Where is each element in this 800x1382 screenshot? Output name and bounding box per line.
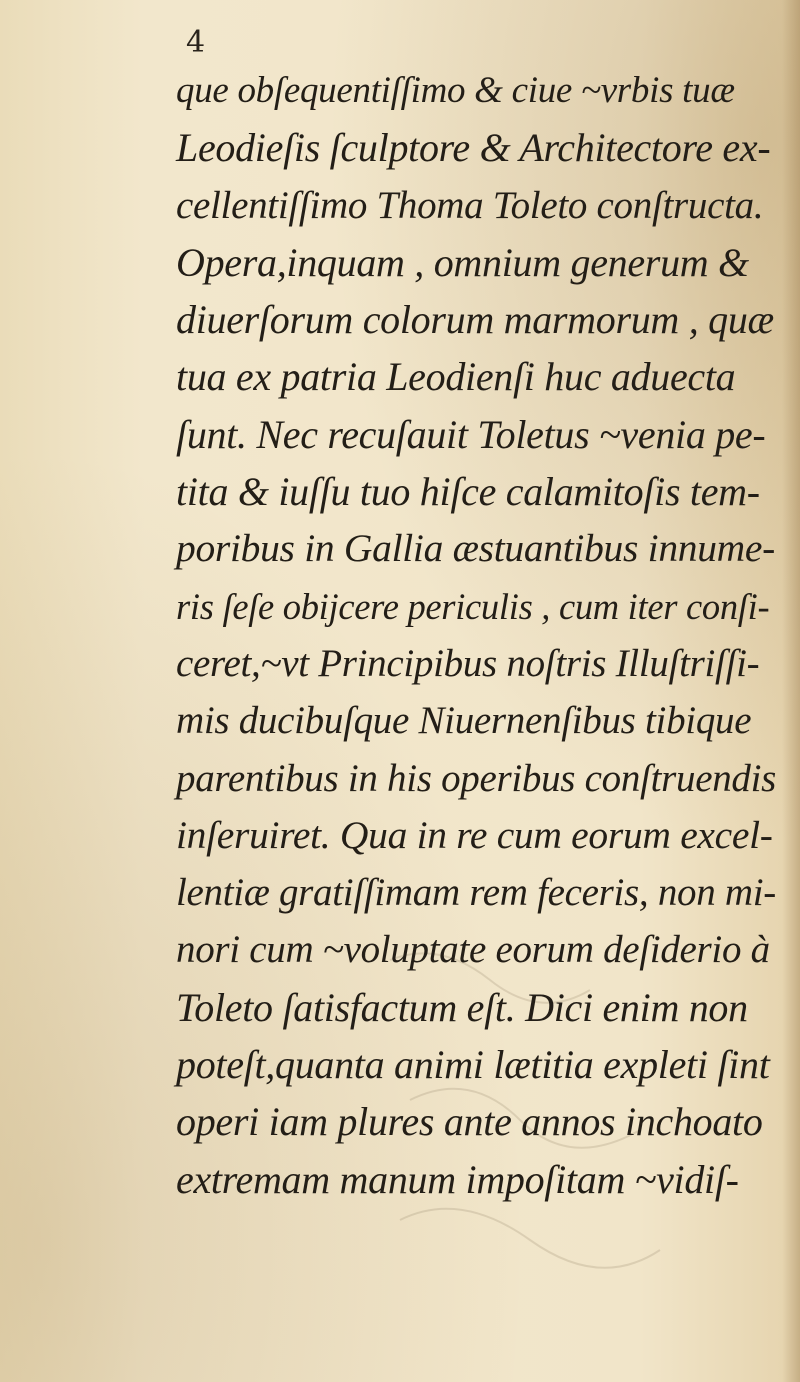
text-line: Toleto ſatisfactum eſt. Dici enim non bbox=[176, 984, 748, 1030]
text-line: ceret,~vt Principibus noſtris Illuſtriſſi- bbox=[176, 641, 760, 685]
text-line: diuerſorum colorum marmorum , quæ bbox=[176, 297, 774, 343]
body-text bbox=[176, 62, 776, 1208]
text-line: extremam manum impoſitam ~vidiſ- bbox=[176, 1156, 739, 1202]
text-line: cellentiſſimo Thoma Toleto conſtructa. bbox=[176, 183, 764, 227]
text-line: tua ex patria Leodienſi huc aduecta bbox=[176, 354, 736, 400]
text-line: Leodieſis ſculptore & Architectore ex- bbox=[176, 125, 771, 171]
page-edge-shadow bbox=[782, 0, 800, 1382]
text-line: que obſequentiſſimo & ciue ~vrbis tuæ bbox=[176, 70, 735, 111]
text-line: ſunt. Nec recuſauit Toletus ~venia pe- bbox=[176, 411, 766, 457]
text-line: tita & iuſſu tuo hiſce calamitoſis tem- bbox=[176, 469, 760, 515]
text-line: inſeruiret. Qua in re cum eorum excel- bbox=[176, 812, 773, 857]
text-line: Opera,inquam , omnium generum & bbox=[176, 239, 749, 285]
text-line: mis ducibuſque Niuernenſibus tibique bbox=[176, 699, 752, 743]
page-number: 4 bbox=[186, 25, 206, 60]
text-line: operi iam plures ante annos inchoato bbox=[176, 1099, 763, 1145]
text-line: lentiæ gratiſſimam rem feceris, non mi- bbox=[176, 871, 776, 915]
text-line: ris ſeſe obijcere periculis , cum iter conſi- bbox=[176, 585, 770, 627]
text-line: poteſt,quanta animi lætitia expleti ſint bbox=[176, 1042, 770, 1088]
text-line: poribus in Gallia æstuantibus innume- bbox=[176, 526, 775, 571]
text-line: nori cum ~voluptate eorum deſiderio à bbox=[176, 928, 770, 972]
text-line: parentibus in his operibus conſtruendis bbox=[176, 756, 777, 800]
